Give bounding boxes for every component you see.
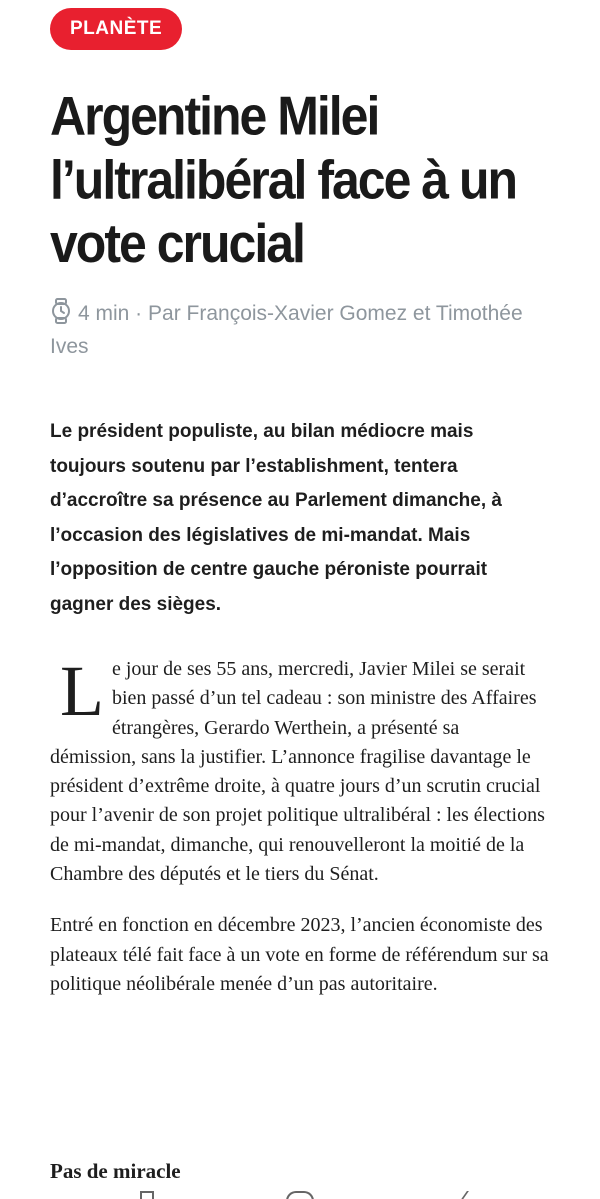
article-meta [50, 297, 530, 363]
article-headline: Argentine Milei l’ultralibéral face à un vote crucial [50, 85, 517, 275]
body-paragraph-1-text: e jour de ses 55 ans, mercredi, Javier Milei se serait bien passé d’un tel cadeau : son ministre des Affaires étrangères, Gerardo Werthein, a présenté sa démission, sans la justifier. L’annonce fragilise davantage le président d’extrême droite, à quatre jours d’un scrutin crucial pour l’avenir de son projet politique ultralibéral : les élections de mi-mandat, dimanche, qui renouvelleront la moitié de la Chambre des députés et le tiers du Sénat. [50, 658, 545, 886]
drop-cap: L [60, 651, 104, 731]
section-subheading: Pas de miracle [50, 1159, 181, 1183]
home-icon[interactable] [286, 1191, 314, 1199]
system-nav-bar [0, 1188, 600, 1199]
back-icon[interactable] [457, 1191, 481, 1199]
body-paragraph-1 [50, 651, 550, 889]
section-badge[interactable]: PLANÈTE [50, 8, 182, 50]
article-body [50, 651, 550, 999]
meta-text: 4 min · Par François-Xavier Gomez et Timothée Ives [50, 302, 523, 358]
watch-icon [50, 298, 72, 324]
body-paragraph-2: Entré en fonction en décembre 2023, l’ancien économiste des plateaux télé fait face à un vote en forme de référendum sur sa politique néolibérale menée d’un pas autoritaire. [50, 914, 549, 995]
article-lead: Le président populiste, au bilan médiocre mais toujours soutenu par l’establishment, tentera d’accroître sa présence au Parlement dimanche, à l’occasion des législatives de mi-mandat. Mais l’opposition de centre gauche péroniste pourrait gagner des sièges. [50, 421, 502, 615]
recent-apps-icon[interactable] [140, 1191, 154, 1199]
